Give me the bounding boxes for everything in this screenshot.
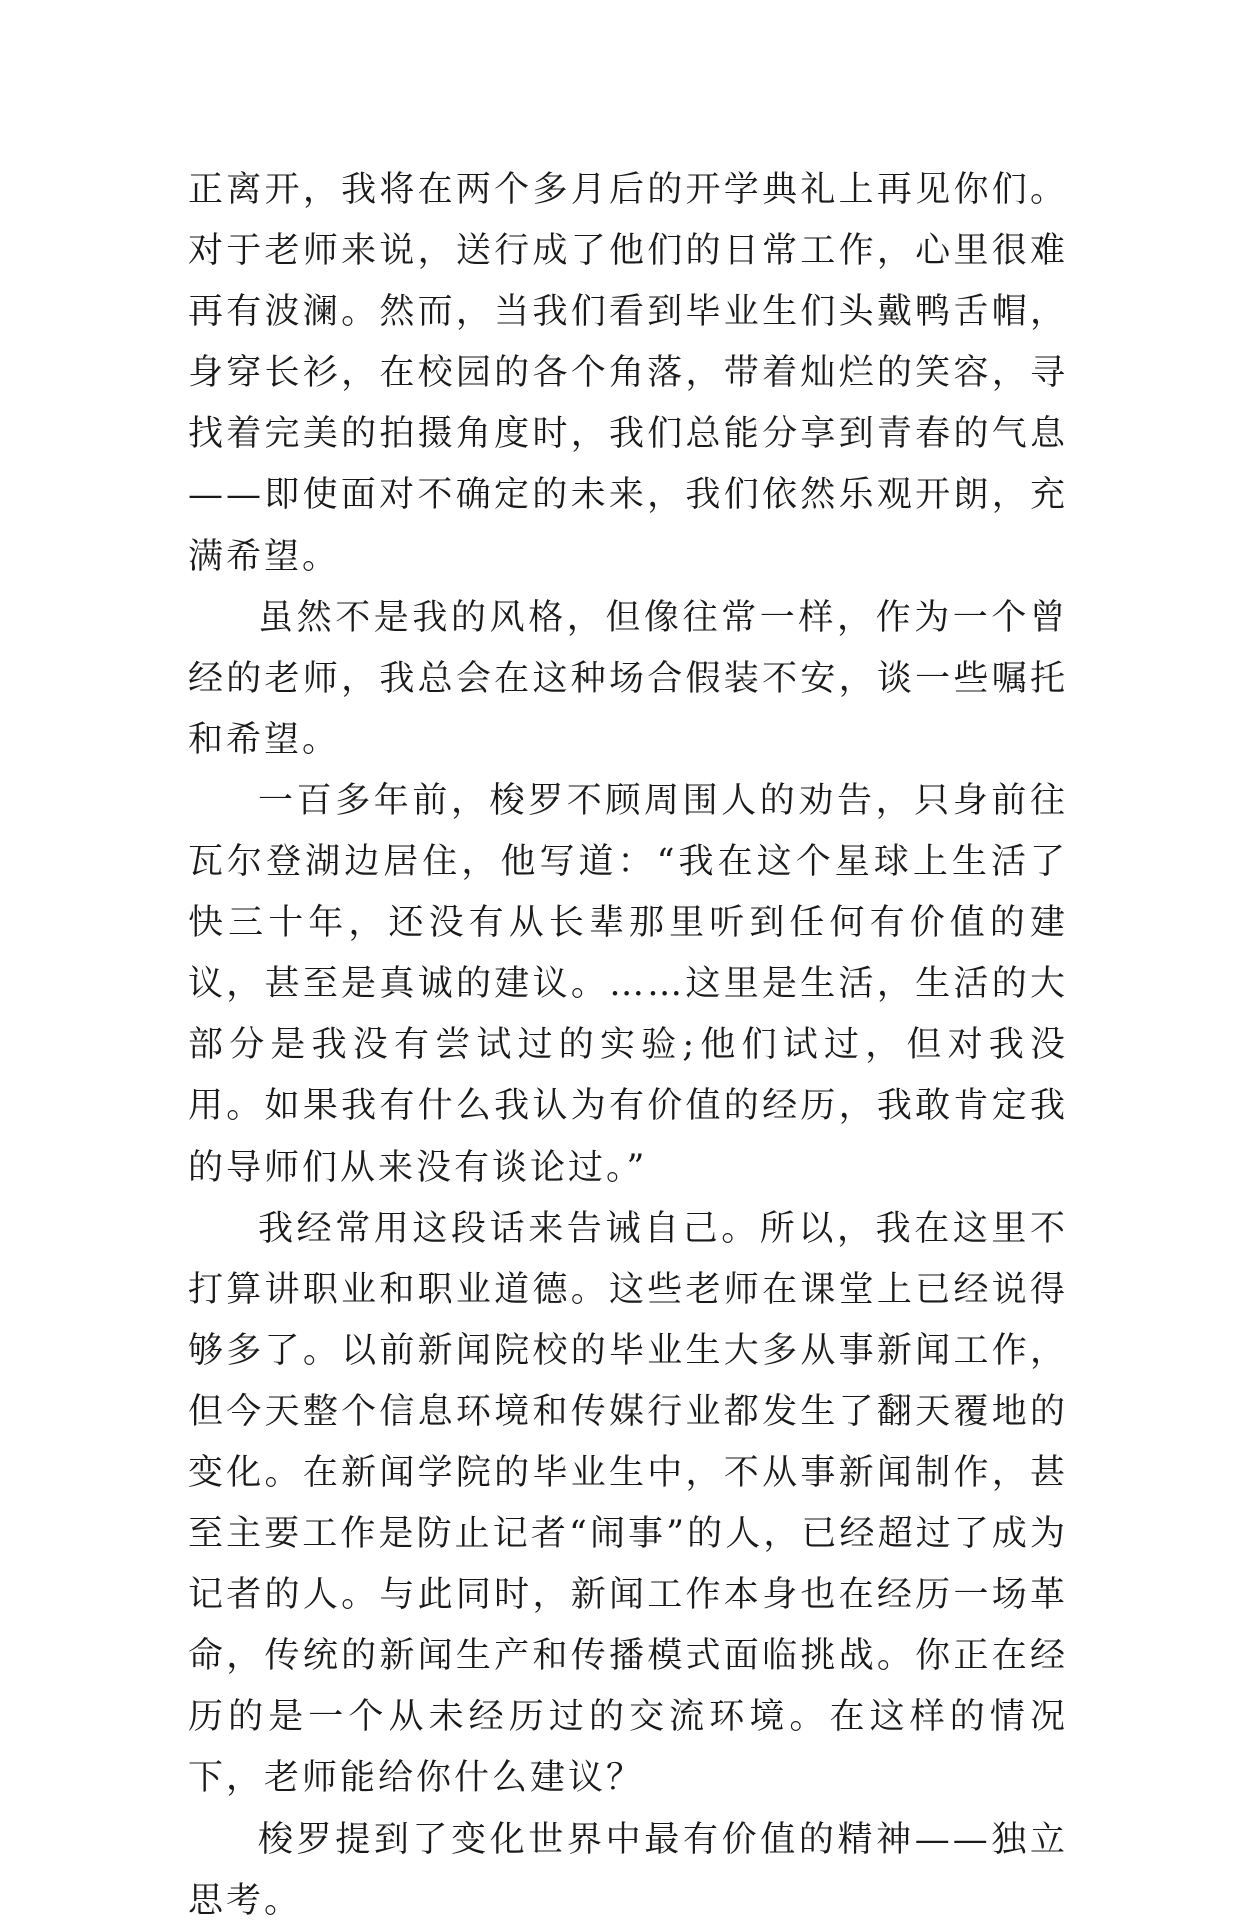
paragraph-1: 正离开，我将在两个多月后的开学典礼上再见你们。对于老师来说，送行成了他们的日常工作，心里很难再有波澜。然而，当我们看到毕业生们头戴鸭舌帽，身穿长衫，在校园的各个角落，带着灿烂的笑容，寻找着完美的拍摄角度时，我们总能分享到青春的气息——即使面对不确定的未来，我们依然乐观开朗，充满希望。 — [188, 170, 1068, 577]
paragraph-4: 我经常用这段话来告诫自己。所以，我在这里不打算讲职业和职业道德。这些老师在课堂上已经说得够多了。以前新闻院校的毕业生大多从事新闻工作，但今天整个信息环境和传媒行业都发生了翻天覆地的变化。在新闻学院的毕业生中，不从事新闻制作，甚至主要工作是防止记者“闹事”的人，已经超过了成为记者的人。与此同时，新闻工作本身也在经历一场革命，传统的新闻生产和传播模式面临挑战。你正在经历的是一个从未经历过的交流环境。在这样的情况下，老师能给你什么建议？ — [188, 1208, 1068, 1799]
paragraph-5: 梭罗提到了变化世界中最有价值的精神——独立思考。 — [188, 1819, 1068, 1921]
paragraph-3: 一百多年前，梭罗不顾周围人的劝告，只身前往瓦尔登湖边居住，他写道：“我在这个星球上生活了快三十年，还没有从长辈那里听到任何有价值的建议，甚至是真诚的建议。……这里是生活，生活的大部分是我没有尝试过的实验;他们试过，但对我没用。如果我有什么我认为有价值的经历，我敢肯定我的导师们从来没有谈论过。” — [188, 780, 1068, 1188]
paragraph-2: 虽然不是我的风格，但像往常一样，作为一个曾经的老师，我总会在这种场合假装不安，谈一些嘱托和希望。 — [188, 597, 1068, 760]
body-text — [188, 160, 1068, 1932]
